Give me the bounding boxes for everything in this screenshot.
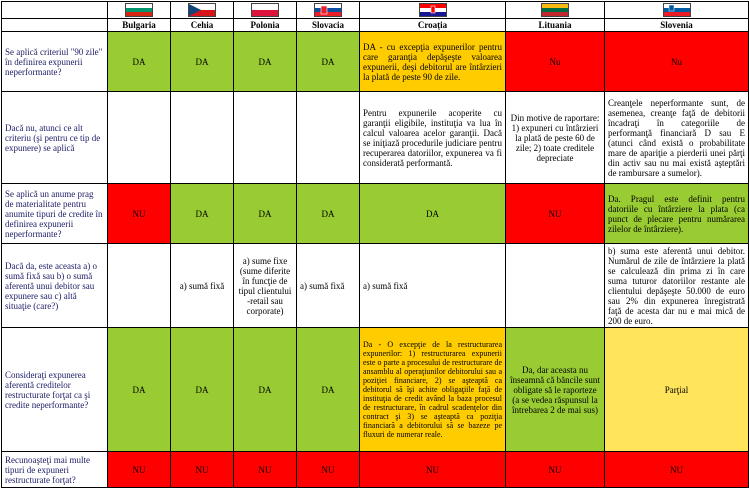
country-header: Cehia bbox=[171, 19, 234, 32]
answer-cell: DA bbox=[171, 328, 234, 452]
answer-cell: Da - O excepţie de la restructurarea expunerilor: 1) restructurarea expunerii este o parte a procesului de restructurare de ansamblu al operaţiunilor debitorului sau a poziţiei financiare, 2) se aşteaptă ca debitorul să îşi achite obligaţiile faţă de instituţia de credit având la baza procesul de restructurare, în cadrul scadenţelor din contract şi 3) se aşteaptă ca poziţia financiară a debitorului să se bazeze pe fluxuri de numerar reale. bbox=[360, 328, 506, 452]
table-row bbox=[2, 92, 749, 184]
answer-cell: DA bbox=[171, 32, 234, 92]
czech-flag-icon bbox=[188, 3, 216, 17]
answer-cell: NU bbox=[360, 452, 506, 488]
table-row bbox=[2, 32, 749, 92]
country-header: Slovacia bbox=[297, 19, 360, 32]
answer-cell: Din motive de raportare: 1) expuneri cu întârzieri la plată de peste 60 de zile; 2) toate creditele depreciate bbox=[506, 92, 605, 184]
answer-cell: a) sumă fixă bbox=[171, 244, 234, 328]
slovakia-flag-icon bbox=[314, 3, 342, 17]
question-cell: Dacă da, este aceasta a) o sumă fixă sau b) o sumă aferentă unui debitor sau expunere sau c) altă situaţie (care?) bbox=[2, 244, 108, 328]
answer-cell bbox=[297, 92, 360, 184]
table-row bbox=[2, 452, 749, 488]
table-row bbox=[2, 244, 749, 328]
answer-cell: a) sumă fixă bbox=[360, 244, 506, 328]
question-cell: Recunoaşteţi mai multe tipuri de expuneri restructurate forţat? bbox=[2, 452, 108, 488]
answer-cell: DA bbox=[171, 184, 234, 244]
country-header: Polonia bbox=[234, 19, 297, 32]
bulgaria-flag-icon bbox=[125, 3, 153, 17]
answer-cell: DA - cu excepţia expunerilor pentru care garanţia depăşeşte valoarea expunerii, deşi debitorul are întârzieri la plată de peste 90 de zile. bbox=[360, 32, 506, 92]
answer-cell: DA bbox=[234, 328, 297, 452]
answer-cell: DA bbox=[108, 328, 171, 452]
question-cell: Consideraţi expunerea aferentă creditelor restructurate forţat ca şi credite neperformante? bbox=[2, 328, 108, 452]
question-cell: Dacă nu, atunci ce alt criteriu (şi pentru ce tip de expunere) se aplică bbox=[2, 92, 108, 184]
answer-cell: DA bbox=[297, 184, 360, 244]
country-header: Bulgaria bbox=[108, 19, 171, 32]
country-header: Slovenia bbox=[605, 19, 749, 32]
answer-cell: DA bbox=[297, 32, 360, 92]
answer-cell: NU bbox=[171, 452, 234, 488]
country-header: Lituania bbox=[506, 19, 605, 32]
answer-cell: Da. Pragul este definit pentru datoriile cu întârziere la plata (ca punct de plecare pentru numărarea zilelor de întârziere). bbox=[605, 184, 749, 244]
answer-cell bbox=[108, 244, 171, 328]
answer-cell: NU bbox=[506, 452, 605, 488]
answer-cell: Nu bbox=[506, 32, 605, 92]
answer-cell bbox=[506, 244, 605, 328]
slovenia-flag-icon bbox=[663, 3, 691, 17]
flag-row bbox=[2, 2, 749, 19]
comparison-table bbox=[1, 1, 749, 488]
question-cell: Se aplică un anume prag de materialitate pentru anumite tipuri de credite în definirea expunerii neperformante? bbox=[2, 184, 108, 244]
answer-cell bbox=[234, 92, 297, 184]
answer-cell: NU bbox=[506, 184, 605, 244]
corner-cell bbox=[2, 2, 108, 19]
answer-cell bbox=[108, 92, 171, 184]
poland-flag-icon bbox=[251, 3, 279, 17]
answer-cell: a) sume fixe (sume diferite în funcţie de tipul clientului -retail sau corporate) bbox=[234, 244, 297, 328]
answer-cell: Da, dar aceasta nu înseamnă că băncile sunt obligate să le raporteze (a se vedea răspunsul la întrebarea 2 de mai sus) bbox=[506, 328, 605, 452]
answer-cell: DA bbox=[297, 328, 360, 452]
answer-cell: NU bbox=[108, 184, 171, 244]
header-corner bbox=[2, 19, 108, 32]
croatia-flag-icon bbox=[419, 3, 447, 17]
answer-cell: DA bbox=[234, 32, 297, 92]
answer-cell: Creanţele neperformante sunt, de asemenea, creanţe faţă de debitorii încadraţi în categoriile de performanţă financiară D sau E (atunci când există o probabilitate mare de apariţie a pierderii unei părţi din activ sau nu mai există aşteptări de rambursare a sumelor). bbox=[605, 92, 749, 184]
table-row bbox=[2, 184, 749, 244]
answer-cell: b) suma este aferentă unui debitor. Numărul de zile de întârziere la plată se calculează din prima zi în care suma tuturor datoriilor restante ale clientului depăşeşte 50.000 de euro sau 2% din expunerea înregistrată faţă de acesta dar nu e mai mică de 200 de euro. bbox=[605, 244, 749, 328]
answer-cell: DA bbox=[234, 184, 297, 244]
answer-cell: NU bbox=[297, 452, 360, 488]
lithuania-flag-icon bbox=[541, 3, 569, 17]
answer-cell bbox=[171, 92, 234, 184]
answer-cell: DA bbox=[108, 32, 171, 92]
country-header: Croația bbox=[360, 19, 506, 32]
answer-cell: Parţial bbox=[605, 328, 749, 452]
country-header-row bbox=[2, 19, 749, 32]
answer-cell: NU bbox=[234, 452, 297, 488]
question-cell: Se aplică criteriul "90 zile" în definirea expunerii neperformante? bbox=[2, 32, 108, 92]
answer-cell: a) sumă fixă bbox=[297, 244, 360, 328]
answer-cell: NU bbox=[605, 452, 749, 488]
answer-cell: Pentru expunerile acoperite cu garanţii eligibile, instituţia va lua în calcul valoarea acelor garanţii. Dacă se iniţiază procedurile judiciare pentru recuperarea datoriilor, expunerea va fi considerată performantă. bbox=[360, 92, 506, 184]
answer-cell: NU bbox=[108, 452, 171, 488]
answer-cell: DA bbox=[360, 184, 506, 244]
table-row bbox=[2, 328, 749, 452]
answer-cell: Nu bbox=[605, 32, 749, 92]
